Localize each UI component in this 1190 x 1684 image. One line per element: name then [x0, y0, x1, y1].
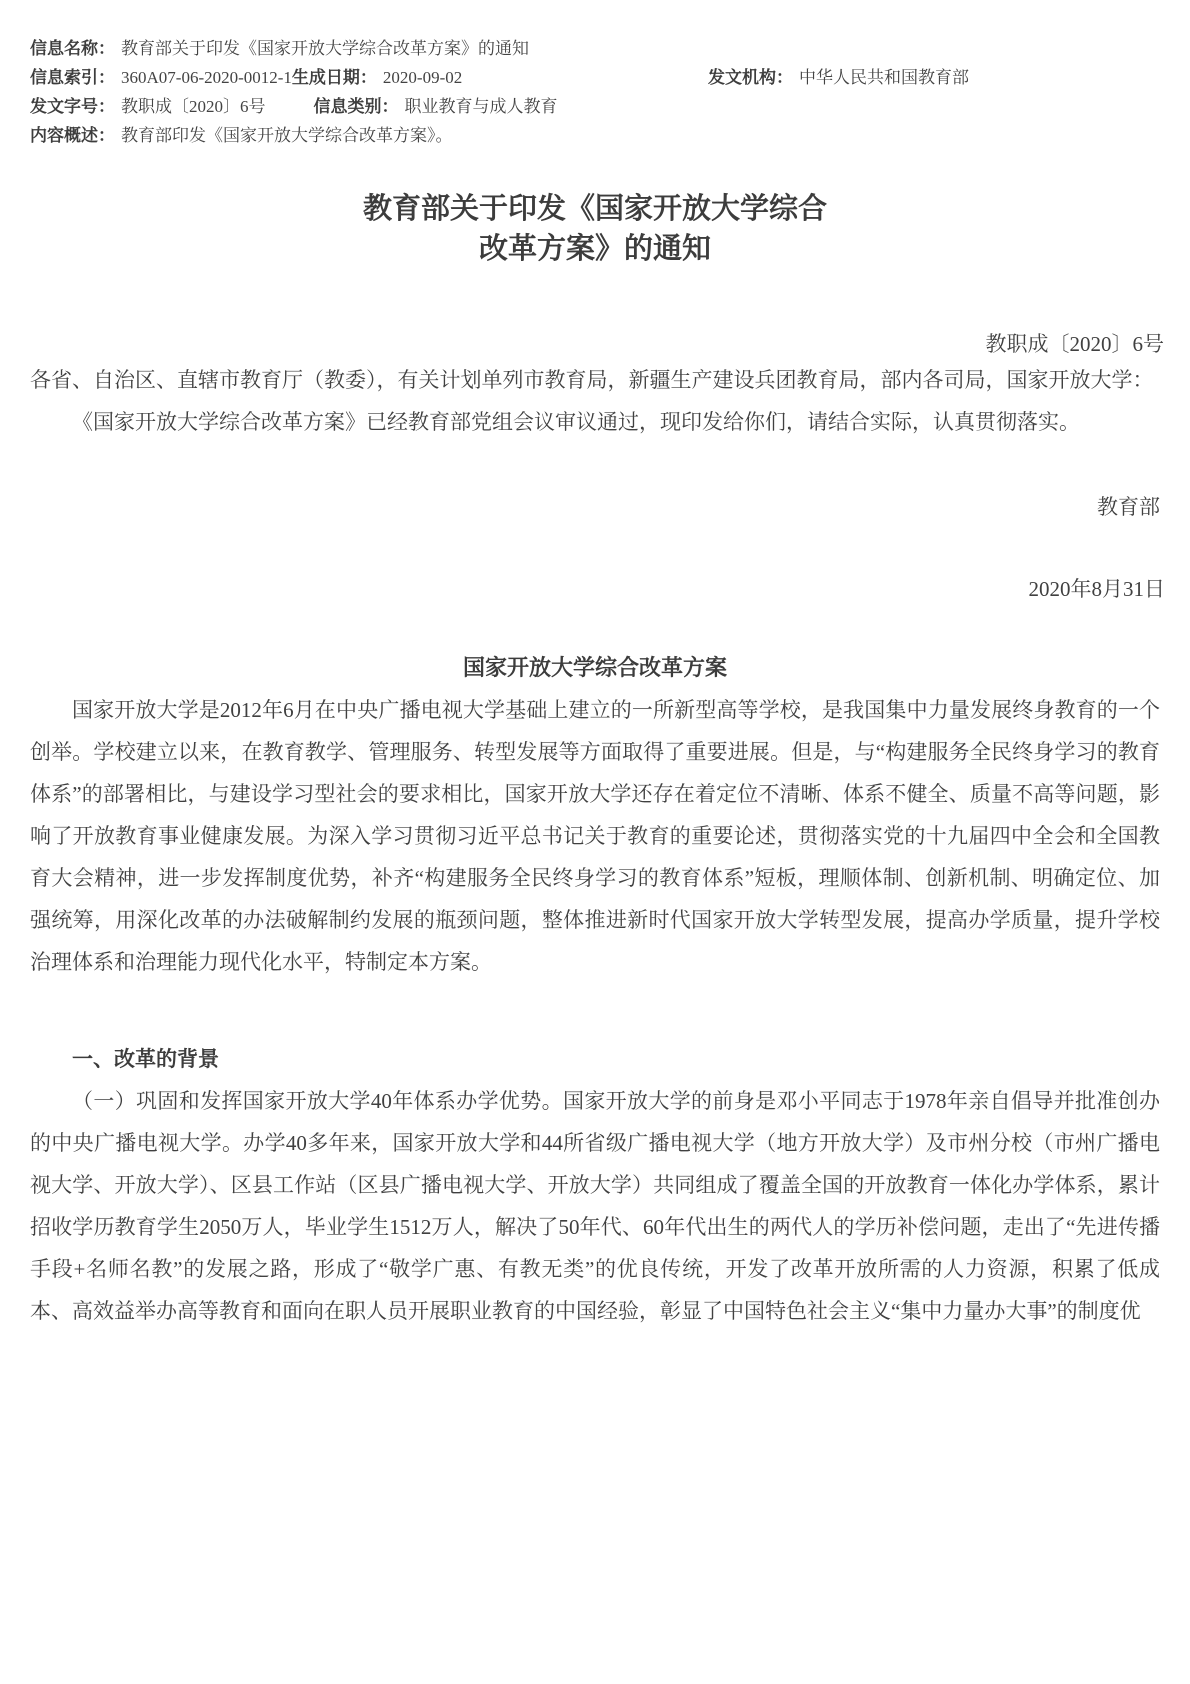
plan-title: 国家开放大学综合改革方案 [462, 655, 727, 680]
meta-label-info-index: 信息索引： [30, 68, 115, 87]
meta-value-info-name: 教育部关于印发《国家开放大学综合改革方案》的通知 [121, 39, 529, 58]
meta-value-issuing-org: 中华人民共和国教育部 [799, 68, 969, 87]
meta-row-number-category [30, 92, 1160, 121]
meta-value-info-index: 360A07-06-2020-0012-1 [121, 68, 292, 87]
section1-paragraph1: （一）巩固和发挥国家开放大学40年体系办学优势。国家开放大学的前身是邓小平同志于1978年亲自倡导并批准创办的中央广播电视大学。办学40多年来，国家开放大学和44所省级广播电视大学（地方开放大学）及市州分校（市州广播电视大学、开放大学）、区县工作站（区县广播电视大学、开放大学）共同组成了覆盖全国的开放教育一体化办学体系，累计招收学历教育学生2050万人，毕业学生1512万人，解决了50年代、60年代出生的两代人的学历补偿问题，走出了“先进传播手段+名师名教”的发展之路，形成了“敬学广惠、有教无类”的优良传统，开发了改革开放所需的人力资源，积累了低成本、高效益举办高等教育和面向在职人员开展职业教育的中国经验，彰显了中国特色社会主义“集中力量办大事”的制度优 [30, 1089, 1160, 1323]
addressee-paragraph: 各省、自治区、直辖市教育厅（教委），有关计划单列市教育局，新疆生产建设兵团教育局，部内各司局，国家开放大学： [30, 368, 1154, 392]
meta-value-summary: 教育部印发《国家开放大学综合改革方案》。 [121, 126, 453, 145]
meta-row-summary [30, 121, 1160, 150]
meta-label-gen-date: 生成日期： [291, 68, 377, 87]
meta-label-doc-number: 发文字号： [30, 97, 115, 116]
document-meta [0, 0, 1190, 150]
meta-label-summary: 内容概述： [30, 126, 115, 145]
notice-title-line2: 改革方案》的通知 [478, 233, 711, 265]
notice-body-paragraph: 《国家开放大学综合改革方案》已经教育部党组会议审议通过，现印发给你们，请结合实际，认真贯彻落实。 [72, 410, 1080, 434]
meta-value-info-category: 职业教育与成人教育 [404, 97, 558, 116]
signature-date: 2020年8月31日 [1028, 577, 1165, 601]
meta-value-doc-number: 教职成〔2020〕6号 [121, 97, 266, 116]
intro-paragraph: 国家开放大学是2012年6月在中央广播电视大学基础上建立的一所新型高等学校，是我国集中力量发展终身教育的一个创举。学校建立以来，在教育教学、管理服务、转型发展等方面取得了重要进展。但是，与“构建服务全民终身学习的教育体系”的部署相比，与建设学习型社会的要求相比，国家开放大学还存在着定位不清晰、体系不健全、质量不高等问题，影响了开放教育事业健康发展。为深入学习贯彻习近平总书记关于教育的重要论述，贯彻落实党的十九届四中全会和全国教育大会精神，进一步发挥制度优势，补齐“构建服务全民终身学习的教育体系”短板，理顺体制、创新机制、明确定位、加强统筹，用深化改革的办法破解制约发展的瓶颈问题，整体推进新时代国家开放大学转型发展，提高办学质量，提升学校治理体系和治理能力现代化水平，特制定本方案。 [30, 698, 1160, 974]
signature-org: 教育部 [1097, 495, 1160, 519]
meta-group-info-category [314, 97, 558, 116]
document-number-line: 教职成〔2020〕6号 [985, 332, 1164, 356]
meta-value-gen-date: 2020-09-02 [382, 68, 463, 87]
meta-label-info-name: 信息名称： [30, 39, 115, 58]
notice-title [30, 189, 1160, 269]
section1-heading: 一、改革的背景 [72, 1047, 219, 1071]
meta-label-info-category: 信息类别： [313, 97, 399, 116]
meta-group-issuing-org [708, 63, 969, 92]
meta-row-index-date-org [30, 63, 1160, 92]
meta-label-issuing-org: 发文机构： [708, 68, 793, 87]
meta-row-info-name [30, 34, 1160, 63]
notice-title-line1: 教育部关于印发《国家开放大学综合 [362, 193, 827, 225]
